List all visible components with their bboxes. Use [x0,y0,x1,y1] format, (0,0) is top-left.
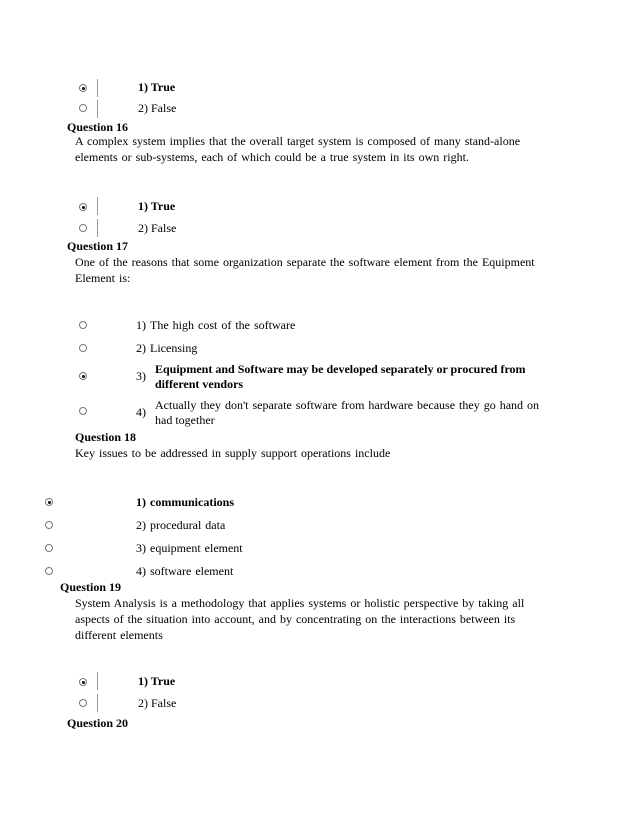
question-18-text-line-1: Key issues to be addressed in supply support operations include [75,446,391,460]
question-19-title: Question 19 [60,580,122,594]
q17-option-3-radio[interactable] [79,372,87,380]
question-17-title: Question 17 [67,239,129,253]
q16-option-1-label: 1) True [138,199,176,213]
q16-option-2-radio[interactable] [79,224,87,232]
q16-option-1-radio[interactable] [79,203,87,211]
divider [97,197,98,215]
question-19-text-line-3: different elements [75,628,163,642]
question-16-title: Question 16 [67,120,129,134]
q18-option-1-label: 1) communications [136,495,234,509]
divider [97,219,98,237]
q18-option-2-radio[interactable] [45,521,53,529]
q18-option-3-label: 3) equipment element [136,541,243,555]
q15-option-2-label: 2) False [138,101,177,115]
q17-option-4-text-line-2: had together [155,413,215,427]
question-19-text-line-1: System Analysis is a methodology that applies systems or holistic perspective by taking all [75,596,525,610]
divider [97,694,98,712]
q18-option-4-label: 4) software element [136,564,234,578]
question-20-title: Question 20 [67,716,129,730]
q19-option-2-radio[interactable] [79,699,87,707]
question-16-text-line-2: elements or sub-systems, each of which could be a true system in its own right. [75,150,469,164]
q19-option-2-label: 2) False [138,696,177,710]
q17-option-4-text-line-1: Actually they don't separate software from hardware because they go hand on [155,398,540,412]
q17-option-4-number: 4) [136,405,146,419]
q18-option-1-radio[interactable] [45,498,53,506]
question-17-text-line-1: One of the reasons that some organization separate the software element from the Equipment [75,255,535,269]
q18-option-2-label: 2) procedural data [136,518,226,532]
q18-option-4-radio[interactable] [45,567,53,575]
q19-option-1-label: 1) True [138,674,176,688]
divider [97,100,98,118]
q19-option-1-radio[interactable] [79,678,87,686]
q15-option-1-radio[interactable] [79,84,87,92]
divider [97,79,98,97]
question-16-text-line-1: A complex system implies that the overall target system is composed of many stand-alone [75,134,521,148]
q17-option-2-radio[interactable] [79,344,87,352]
q15-option-1-label: 1) True [138,80,176,94]
question-19-text-line-2: aspects of the situation into account, and by concentrating on the interactions between its [75,612,516,626]
q15-option-2-radio[interactable] [79,104,87,112]
divider [97,672,98,690]
q18-option-3-radio[interactable] [45,544,53,552]
question-17-text-line-2: Element is: [75,271,131,285]
q16-option-2-label: 2) False [138,221,177,235]
q17-option-2-label: 2) Licensing [136,341,198,355]
q17-option-1-radio[interactable] [79,321,87,329]
q17-option-3-number: 3) [136,369,146,383]
q17-option-1-label: 1) The high cost of the software [136,318,296,332]
question-18-title: Question 18 [75,430,137,444]
q17-option-3-text-line-2: different vendors [155,377,244,391]
q17-option-4-radio[interactable] [79,407,87,415]
q17-option-3-text-line-1: Equipment and Software may be developed separately or procured from [155,362,526,376]
